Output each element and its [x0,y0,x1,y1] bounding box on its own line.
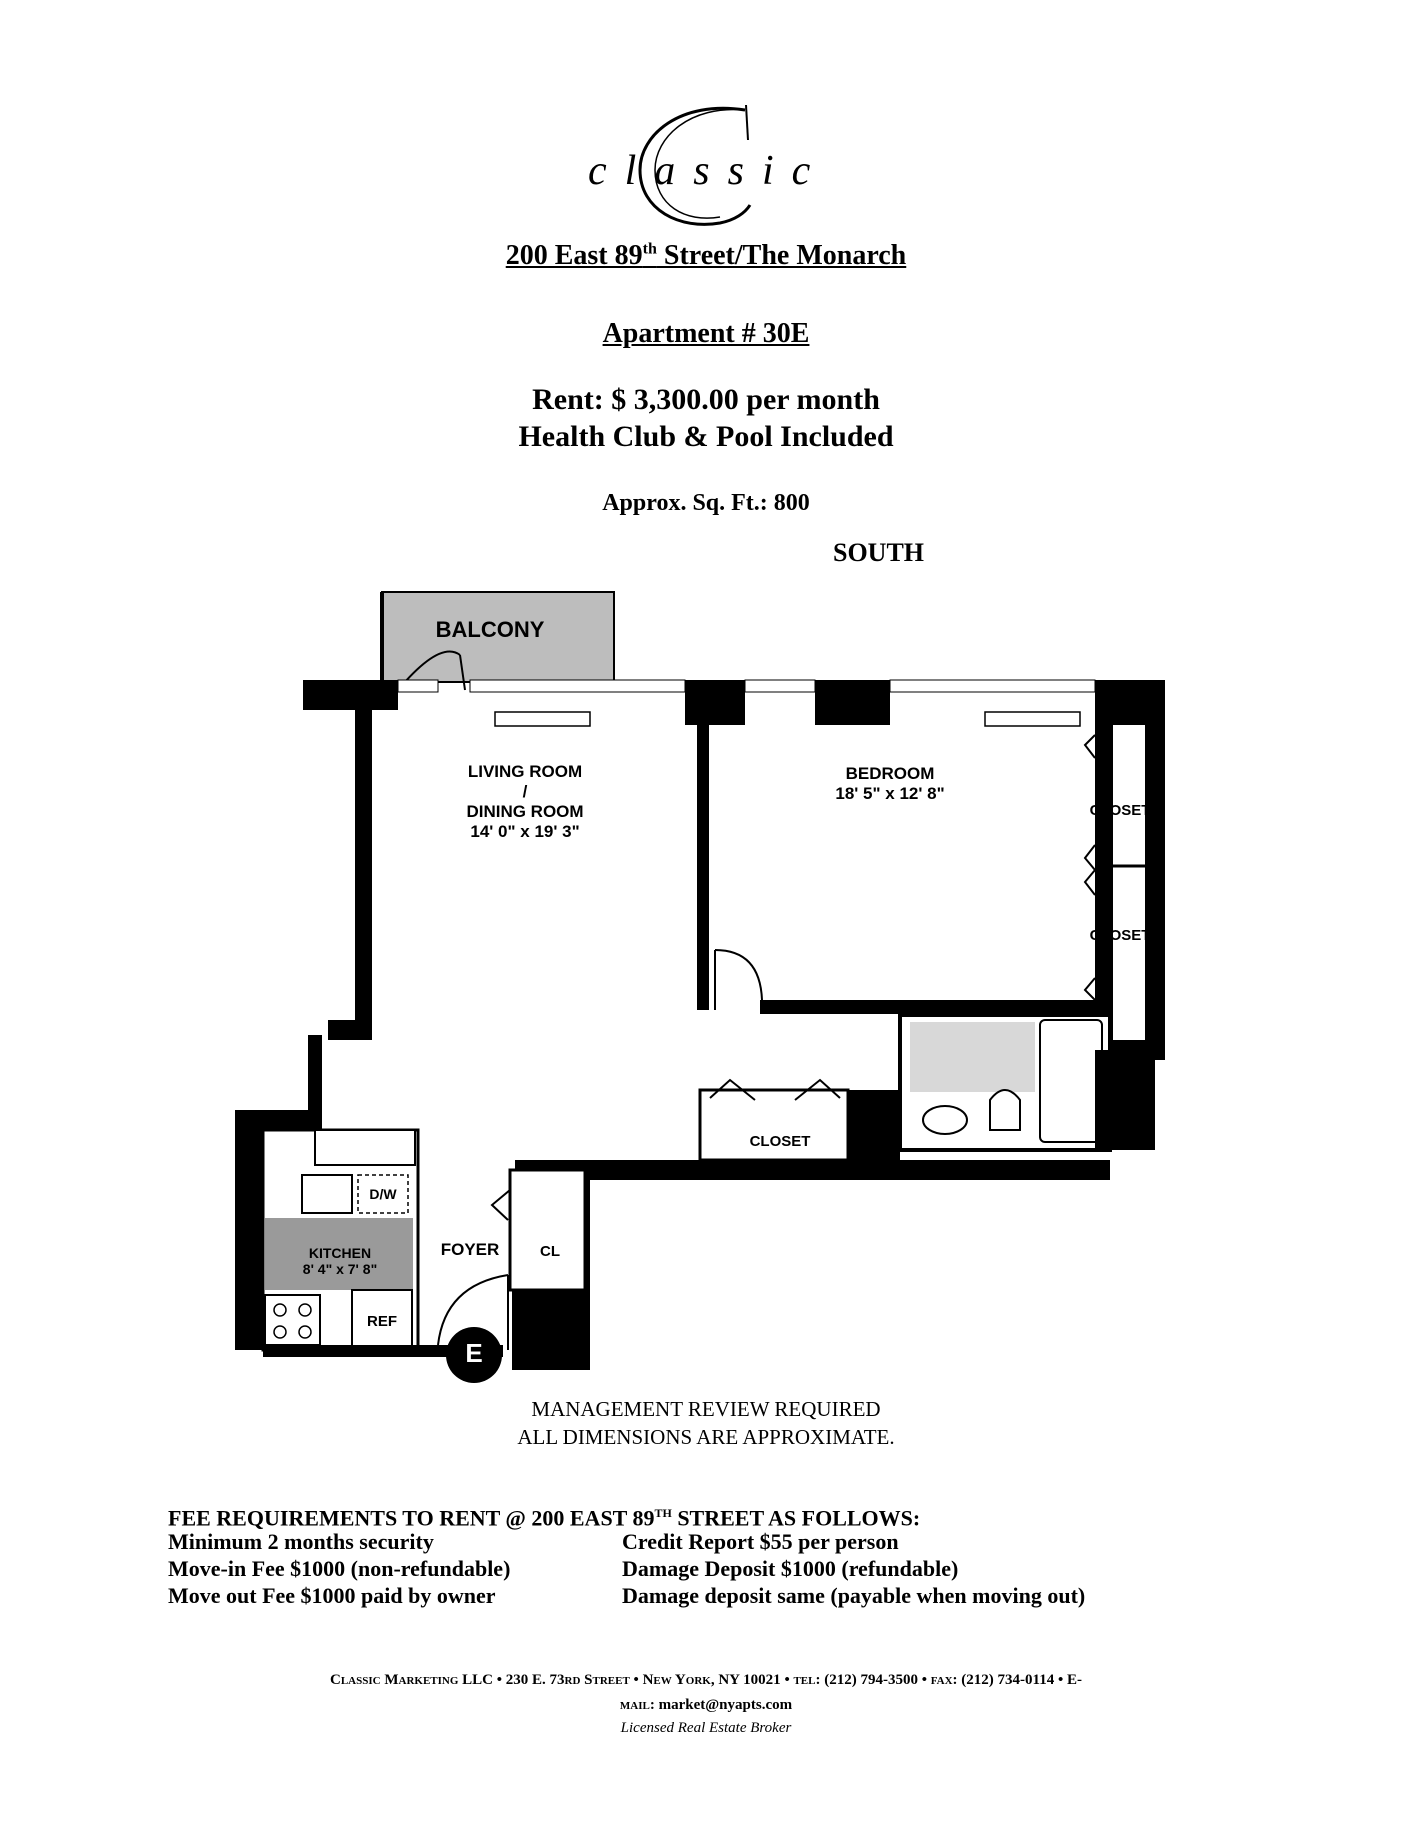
living-room-label [430,762,620,842]
fee-item: Move-in Fee $1000 (non-refundable) [168,1556,511,1581]
footer-email-label-b: mail: [619,1697,655,1713]
footer-tel: (212) 794-3500 [824,1672,918,1688]
fee-heading-pre: FEE REQUIREMENTS TO RENT @ 200 EAST 89 [168,1505,655,1531]
footer-street: 230 E. 73rd Street [505,1672,630,1688]
closet-label-1: CLOSET [1089,802,1151,819]
bathroom-sink [923,1106,967,1134]
address-ordinal: th [642,240,657,258]
bedroom-title: BEDROOM [845,764,935,783]
fee-heading-post: STREET AS FOLLOWS: [671,1505,921,1531]
footer-fax-label: fax: [930,1672,958,1688]
bathtub [1040,1020,1102,1142]
footer-tel-label: tel: [793,1672,821,1688]
fee-item: Move out Fee $1000 paid by owner [168,1583,496,1608]
fee-item: Credit Report $55 per person [622,1529,899,1554]
footer-line2 [0,1697,1412,1714]
footer-license: Licensed Real Estate Broker [620,1720,792,1736]
footer-email[interactable]: market@nyapts.com [658,1697,793,1713]
bathroom-tile [910,1022,1035,1092]
kitchen-dims: 8' 4" x 7' 8" [302,1261,378,1277]
living-room-line2: / [522,782,528,801]
refrigerator-label: REF [367,1313,397,1330]
toilet [990,1090,1020,1130]
stove [265,1295,320,1345]
rent-price: Rent: $ 3,300.00 per month [532,383,880,416]
closet-label-3: CLOSET [749,1133,811,1150]
square-footage: Approx. Sq. Ft.: 800 [602,490,810,516]
apartment-number: Apartment # 30E [602,318,810,349]
dishwasher-label: D/W [369,1186,397,1202]
fee-item: Damage deposit same (payable when moving out) [622,1583,1086,1608]
bedroom-label [800,764,980,804]
bedroom-dims: 18' 5" x 12' 8" [835,784,945,803]
management-note: MANAGEMENT REVIEW REQUIRED [531,1397,881,1421]
living-room-line3: DINING ROOM [466,802,584,821]
foyer-closet-label: CL [540,1243,560,1260]
logo-wordmark: classic [588,148,829,194]
entry-label: E [465,1338,483,1368]
dimensions-note: ALL DIMENSIONS ARE APPROXIMATE. [517,1425,895,1449]
fee-list-right [622,1528,1242,1609]
amenity-line: Health Club & Pool Included [518,420,894,453]
fee-list-left [168,1528,618,1609]
address-number: 200 East 89 [505,240,643,271]
footer-company: Classic Marketing LLC [330,1672,493,1688]
living-room-dims: 14' 0" x 19' 3" [470,822,580,841]
footer-email-label-a: E- [1066,1672,1082,1688]
balcony-label: BALCONY [435,617,545,642]
kitchen-title: KITCHEN [308,1245,372,1261]
fee-item: Damage Deposit $1000 (refundable) [622,1556,959,1581]
closet-label-2: CLOSET [1089,927,1151,944]
footer-fax: (212) 734-0114 [961,1672,1055,1688]
foyer-label: FOYER [440,1240,500,1259]
kitchen-sink [302,1175,352,1213]
footer-city: New York, NY 10021 [642,1672,781,1688]
living-room-line1: LIVING ROOM [467,762,583,781]
orientation-label: SOUTH [833,538,925,567]
fee-heading [168,1500,1268,1531]
kitchen-label [270,1245,410,1277]
footer-line1: Classic Marketing LLC • 230 E. 73rd Street • New York, NY 10021 • tel: (212) 794-3500 • fax: (212) 734-0114 • E- [330,1672,1082,1688]
fee-item: Minimum 2 months security [168,1529,434,1554]
fee-heading-sup: TH [654,1506,672,1520]
address-street: Street/The Monarch [656,240,907,271]
